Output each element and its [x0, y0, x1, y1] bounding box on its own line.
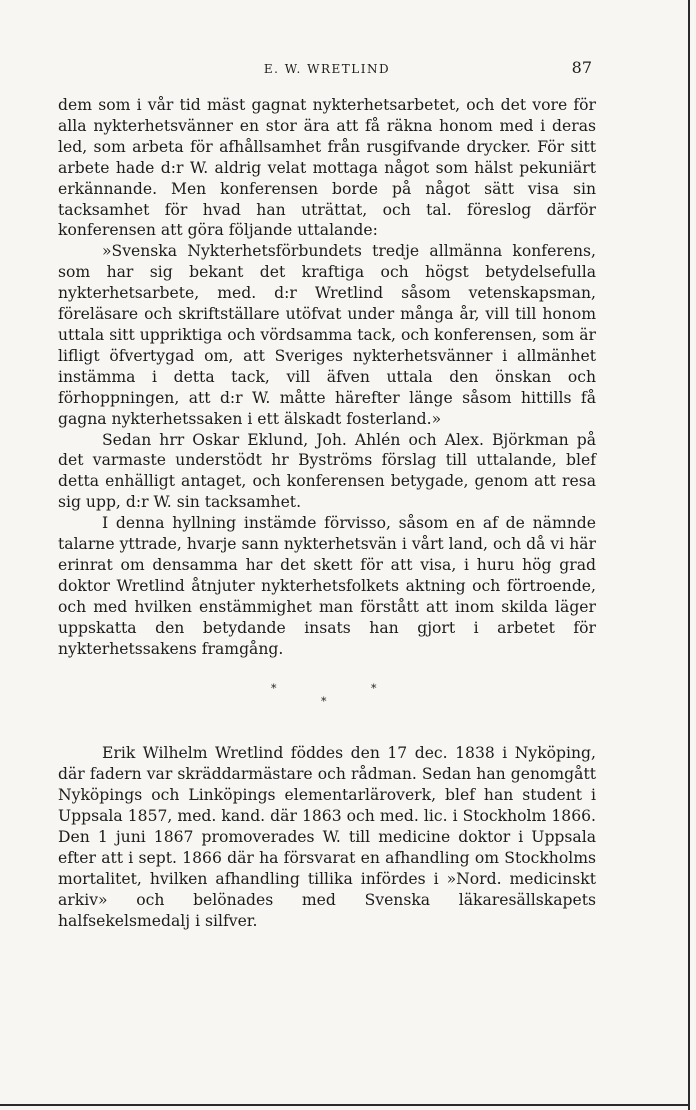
paragraph-quote: »Svenska Nykterhetsförbundets tredje allmänna konferens, som har sig bekant det kraftiga och högst betydelsefulla nykterhetsarbete, med. d:r Wretlind såsom vetenskapsman, föreläsare och skriftställare utöfvat under många år, vill till honom uttala sitt uppriktiga och vördsamma tack, och konferensen, som är lifligt öfvertygad om, att Sveriges nykterhetsvänner i allmänhet instämma i detta tack, vill äfven uttala den önskan och förhoppningen, att d:r W. måtte härefter länge såsom hittills få gagna nykterhetssaken i ett älskadt fosterland.» — [58, 242, 596, 428]
paragraph: Sedan hrr Oskar Eklund, Joh. Ahlén och Alex. Björkman på det varmaste understödt hr Byströms förslag till uttalande, blef detta enhälligt antaget, och konferensen betygade, genom att resa sig upp, d:r W. sin tacksamhet. — [58, 430, 596, 512]
body-text — [58, 95, 596, 932]
asterisk-center: * — [321, 695, 327, 709]
page-right-edge — [688, 0, 690, 1110]
asterisk-right: * — [371, 682, 377, 696]
page-number: 87 — [571, 58, 592, 77]
section-separator — [58, 659, 596, 729]
asterisk-left: * — [271, 682, 277, 696]
book-page — [58, 0, 596, 1110]
running-head: E. W. WRETLIND — [263, 62, 391, 76]
paragraph: I denna hyllning instämde förvisso, såsom en af de nämnde talarne yttrade, hvarje sann nykterhetsvän i vårt land, och då vi här erinrat om densamma har det skett för att visa, i huru hög grad doktor Wretlind åtnjuter nykterhetsfolkets aktning och förtroende, och med hvilken enstämmighet man förstått att inom skilda läger uppskatta den betydande insats han gjort i arbetet för nykterhetssakens framgång. — [58, 514, 596, 658]
paragraph-continuation: dem som i vår tid mäst gagnat nykterhetsarbetet, och det vore för alla nykterhetsvänner en stor ära att få räkna honom med i deras led, som arbeta för afhållsamhet från rusgifvande drycker. För sitt arbete hade d:r W. aldrig velat mottaga något som hälst pekuniärt erkännande. Men konferensen borde på något sätt visa sin tacksamhet för hvad han uträttat, och tal. föreslog därför konferensen att göra följande uttalande: — [58, 96, 596, 240]
paragraph-biography: Erik Wilhelm Wretlind föddes den 17 dec. 1838 i Nyköping, där fadern var skräddarmästare och rådman. Sedan han genomgått Nyköpings och Linköpings elementarläroverk, blef han student i Uppsala 1857, med. kand. där 1863 och med. lic. i Stockholm 1866. Den 1 juni 1867 promoverades W. till medicine doktor i Uppsala efter att i sept. 1866 där ha försvarat en afhandling om Stockholms mortalitet, hvilken afhandling tillika infördes i »Nord. medicinskt arkiv» och belönades med Svenska läkaresällskapets halfsekelsmedalj i silfver. — [58, 744, 596, 930]
